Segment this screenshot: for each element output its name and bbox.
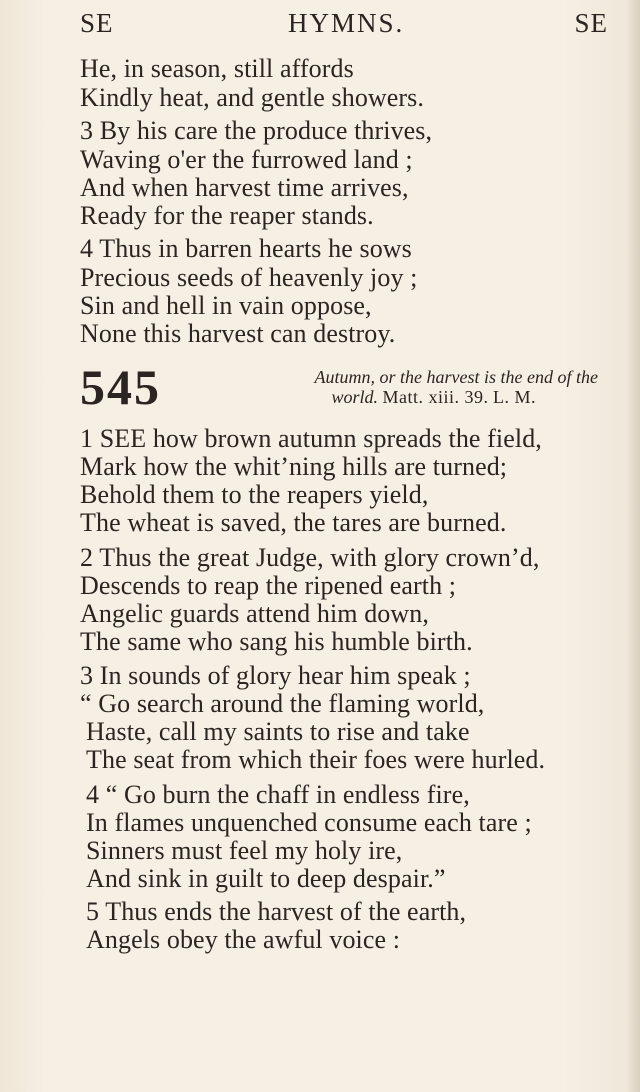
verse-line: The seat from which their foes were hurled. bbox=[86, 745, 546, 774]
verse-line: Haste, call my saints to rise and take bbox=[86, 717, 470, 746]
hymn-number: 545 bbox=[80, 359, 161, 415]
hymn-title-line-2 bbox=[200, 387, 598, 407]
verse-line: Ready for the reaper stands. bbox=[80, 201, 374, 230]
running-head bbox=[0, 8, 640, 44]
verse-line: Descends to reap the ripened earth ; bbox=[80, 571, 457, 600]
verse-line: Waving o'er the furrowed land ; bbox=[80, 145, 413, 174]
verse-line: 4 “ Go burn the chaff in endless fire, bbox=[86, 780, 470, 809]
running-head-right: SE bbox=[574, 8, 608, 38]
verse-line: In flames unquenched consume each tare ; bbox=[86, 808, 532, 837]
hymn-title-word: world. bbox=[331, 387, 378, 407]
verse-line: Angelic guards attend him down, bbox=[80, 599, 429, 628]
verse-line: And when harvest time arrives, bbox=[80, 173, 409, 202]
verse-line: Precious seeds of heavenly joy ; bbox=[80, 263, 418, 292]
verse-line: Mark how the whit’ning hills are turned; bbox=[80, 452, 508, 481]
verse-line: The wheat is saved, the tares are burned. bbox=[80, 508, 507, 537]
verse-line: 2 Thus the great Judge, with glory crown’d, bbox=[80, 543, 540, 572]
page-edge-shadow bbox=[626, 0, 640, 1092]
verse-line: 4 Thus in barren hearts he sows bbox=[80, 234, 412, 263]
hymn-meter: L. M. bbox=[493, 387, 536, 407]
verse-line: And sink in guilt to deep despair.” bbox=[86, 864, 446, 893]
hymn-title bbox=[200, 367, 598, 407]
verse-line: 3 By his care the produce thrives, bbox=[80, 116, 433, 145]
verse-line: The same who sang his humble birth. bbox=[80, 627, 473, 656]
hymn-title-line-1: Autumn, or the harvest is the end of the bbox=[314, 367, 598, 387]
verse-line: “ Go search around the flaming world, bbox=[80, 689, 485, 718]
scripture-reference: Matt. xiii. 39. bbox=[382, 387, 489, 407]
verse-line: 1 SEE how brown autumn spreads the field, bbox=[80, 424, 542, 453]
verse-line: 5 Thus ends the harvest of the earth, bbox=[86, 897, 467, 926]
verse-line: Sinners must feel my holy ire, bbox=[86, 836, 403, 865]
verse-line: Kindly heat, and gentle showers. bbox=[80, 83, 425, 112]
verse-line: 3 In sounds of glory hear him speak ; bbox=[80, 661, 471, 690]
running-head-left: SE bbox=[80, 8, 114, 38]
running-head-title: HYMNS. bbox=[288, 8, 405, 38]
verse-line: Sin and hell in vain oppose, bbox=[80, 291, 372, 320]
verse-line: Angels obey the awful voice : bbox=[86, 925, 401, 954]
verse-line: None this harvest can destroy. bbox=[80, 319, 396, 348]
verse-line: Behold them to the reapers yield, bbox=[80, 480, 429, 509]
verse-line: He, in season, still affords bbox=[80, 54, 354, 83]
